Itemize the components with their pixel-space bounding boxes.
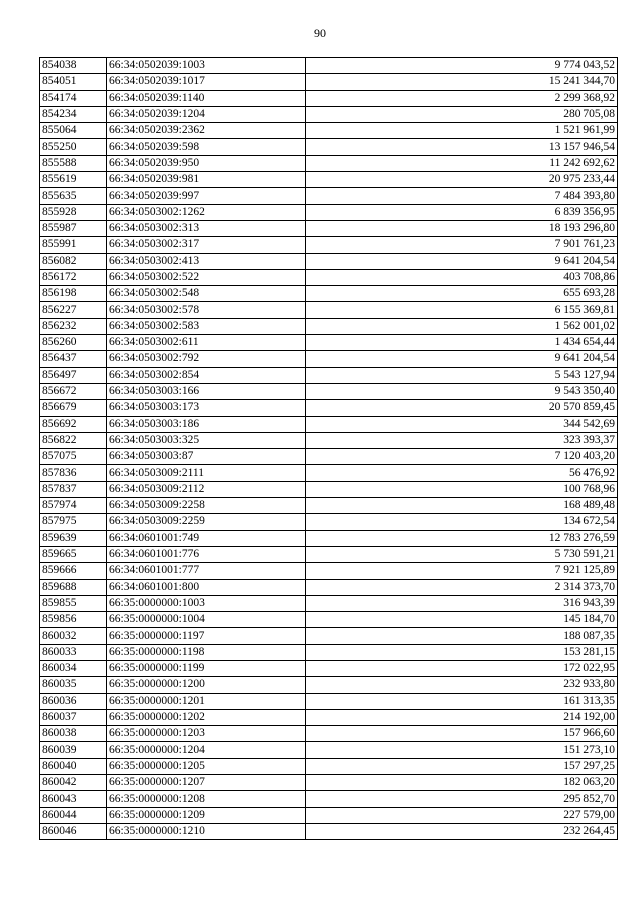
- row-number-cell: 857075: [40, 449, 107, 465]
- cadastral-number-cell: 66:35:0000000:1202: [107, 709, 306, 725]
- row-number-cell: 859665: [40, 546, 107, 562]
- row-number-cell: 854038: [40, 58, 107, 74]
- row-number-cell: 860032: [40, 628, 107, 644]
- table-row: [40, 579, 618, 595]
- cadastral-number-cell: 66:34:0502039:1003: [107, 58, 306, 74]
- cadastral-value-cell: 157 966,60: [306, 726, 618, 742]
- cadastral-value-cell: 134 672,54: [306, 514, 618, 530]
- cadastral-value-cell: 168 489,48: [306, 498, 618, 514]
- table-row: [40, 823, 618, 839]
- cadastral-value-cell: 153 281,15: [306, 644, 618, 660]
- table-row: [40, 106, 618, 122]
- table-row: [40, 791, 618, 807]
- cadastral-value-cell: 6 155 369,81: [306, 302, 618, 318]
- cadastral-number-cell: 66:34:0502039:598: [107, 139, 306, 155]
- table-row: [40, 253, 618, 269]
- cadastral-value-cell: 157 297,25: [306, 758, 618, 774]
- cadastral-number-cell: 66:34:0503002:854: [107, 367, 306, 383]
- cadastral-number-cell: 66:34:0503003:87: [107, 449, 306, 465]
- table-row: [40, 286, 618, 302]
- cadastral-value-cell: 1 562 001,02: [306, 318, 618, 334]
- table-row: [40, 465, 618, 481]
- cadastral-value-cell: 9 641 204,54: [306, 253, 618, 269]
- table-row: [40, 563, 618, 579]
- cadastral-number-cell: 66:34:0601001:776: [107, 546, 306, 562]
- cadastral-number-cell: 66:35:0000000:1204: [107, 742, 306, 758]
- table-row: [40, 204, 618, 220]
- table-row: [40, 709, 618, 725]
- cadastral-number-cell: 66:35:0000000:1197: [107, 628, 306, 644]
- cadastral-value-cell: 280 705,08: [306, 106, 618, 122]
- page-number: 90: [314, 26, 326, 40]
- row-number-cell: 854051: [40, 74, 107, 90]
- row-number-cell: 859688: [40, 579, 107, 595]
- cadastral-number-cell: 66:34:0503002:578: [107, 302, 306, 318]
- cadastral-value-cell: 2 299 368,92: [306, 90, 618, 106]
- row-number-cell: 856672: [40, 383, 107, 399]
- table-row: [40, 90, 618, 106]
- cadastral-number-cell: 66:34:0503002:548: [107, 286, 306, 302]
- cadastral-number-cell: 66:35:0000000:1198: [107, 644, 306, 660]
- table-row: [40, 383, 618, 399]
- table-row: [40, 530, 618, 546]
- cadastral-number-cell: 66:34:0503003:186: [107, 416, 306, 432]
- row-number-cell: 855987: [40, 220, 107, 236]
- cadastral-value-cell: 172 022,95: [306, 660, 618, 676]
- row-number-cell: 854234: [40, 106, 107, 122]
- table-row: [40, 269, 618, 285]
- table-row: [40, 449, 618, 465]
- cadastral-number-cell: 66:34:0503003:166: [107, 383, 306, 399]
- cadastral-number-cell: 66:34:0503003:325: [107, 432, 306, 448]
- cadastral-number-cell: 66:35:0000000:1200: [107, 677, 306, 693]
- cadastral-value-cell: 1 434 654,44: [306, 335, 618, 351]
- cadastral-number-cell: 66:34:0502039:1140: [107, 90, 306, 106]
- row-number-cell: 859666: [40, 563, 107, 579]
- table-row: [40, 742, 618, 758]
- row-number-cell: 856497: [40, 367, 107, 383]
- cadastral-number-cell: 66:35:0000000:1207: [107, 775, 306, 791]
- cadastral-number-cell: 66:34:0601001:749: [107, 530, 306, 546]
- cadastral-number-cell: 66:35:0000000:1208: [107, 791, 306, 807]
- cadastral-value-cell: 100 768,96: [306, 481, 618, 497]
- cadastral-number-cell: 66:34:0502039:1204: [107, 106, 306, 122]
- table-row: [40, 481, 618, 497]
- row-number-cell: 860043: [40, 791, 107, 807]
- table-row: [40, 758, 618, 774]
- cadastral-number-cell: 66:34:0502039:981: [107, 172, 306, 188]
- table-row: [40, 139, 618, 155]
- cadastral-number-cell: 66:34:0503002:522: [107, 269, 306, 285]
- cadastral-value-cell: 9 543 350,40: [306, 383, 618, 399]
- cadastral-number-cell: 66:34:0503002:317: [107, 237, 306, 253]
- cadastral-number-cell: 66:34:0503002:413: [107, 253, 306, 269]
- cadastral-value-cell: 18 193 296,80: [306, 220, 618, 236]
- table-row: [40, 237, 618, 253]
- cadastral-number-cell: 66:35:0000000:1003: [107, 595, 306, 611]
- table-row: [40, 514, 618, 530]
- row-number-cell: 857975: [40, 514, 107, 530]
- cadastral-value-cell: 6 839 356,95: [306, 204, 618, 220]
- cadastral-number-cell: 66:34:0503002:583: [107, 318, 306, 334]
- cadastral-number-cell: 66:35:0000000:1201: [107, 693, 306, 709]
- cadastral-number-cell: 66:34:0503002:1262: [107, 204, 306, 220]
- cadastral-value-cell: 655 693,28: [306, 286, 618, 302]
- cadastral-number-cell: 66:34:0601001:777: [107, 563, 306, 579]
- cadastral-number-cell: 66:34:0503009:2259: [107, 514, 306, 530]
- cadastral-value-cell: 11 242 692,62: [306, 155, 618, 171]
- table-row: [40, 318, 618, 334]
- table-row: [40, 432, 618, 448]
- row-number-cell: 857836: [40, 465, 107, 481]
- cadastral-number-cell: 66:34:0503003:173: [107, 400, 306, 416]
- cadastral-value-cell: 7 484 393,80: [306, 188, 618, 204]
- row-number-cell: 856692: [40, 416, 107, 432]
- row-number-cell: 860044: [40, 807, 107, 823]
- cadastral-number-cell: 66:35:0000000:1004: [107, 612, 306, 628]
- cadastral-number-cell: 66:34:0502039:950: [107, 155, 306, 171]
- table-row: [40, 123, 618, 139]
- table-row: [40, 498, 618, 514]
- cadastral-value-cell: 295 852,70: [306, 791, 618, 807]
- cadastral-value-cell: 20 570 859,45: [306, 400, 618, 416]
- cadastral-value-cell: 7 921 125,89: [306, 563, 618, 579]
- cadastral-number-cell: 66:35:0000000:1210: [107, 823, 306, 839]
- table-row: [40, 807, 618, 823]
- table-row: [40, 660, 618, 676]
- cadastral-number-cell: 66:34:0503009:2112: [107, 481, 306, 497]
- cadastral-number-cell: 66:34:0503009:2111: [107, 465, 306, 481]
- table-row: [40, 546, 618, 562]
- row-number-cell: 855619: [40, 172, 107, 188]
- cadastral-value-cell: 403 708,86: [306, 269, 618, 285]
- row-number-cell: 859856: [40, 612, 107, 628]
- row-number-cell: 860036: [40, 693, 107, 709]
- row-number-cell: 860037: [40, 709, 107, 725]
- table-row: [40, 644, 618, 660]
- row-number-cell: 857837: [40, 481, 107, 497]
- row-number-cell: 855635: [40, 188, 107, 204]
- row-number-cell: 856198: [40, 286, 107, 302]
- cadastral-number-cell: 66:34:0502039:997: [107, 188, 306, 204]
- cadastral-number-cell: 66:34:0601001:800: [107, 579, 306, 595]
- cadastral-number-cell: 66:34:0503009:2258: [107, 498, 306, 514]
- row-number-cell: 860035: [40, 677, 107, 693]
- row-number-cell: 860046: [40, 823, 107, 839]
- table-row: [40, 595, 618, 611]
- row-number-cell: 859639: [40, 530, 107, 546]
- cadastral-value-cell: 227 579,00: [306, 807, 618, 823]
- row-number-cell: 859855: [40, 595, 107, 611]
- table-row: [40, 74, 618, 90]
- row-number-cell: 860034: [40, 660, 107, 676]
- cadastral-value-cell: 5 543 127,94: [306, 367, 618, 383]
- table-row: [40, 775, 618, 791]
- row-number-cell: 860042: [40, 775, 107, 791]
- row-number-cell: 855991: [40, 237, 107, 253]
- table-row: [40, 400, 618, 416]
- cadastral-number-cell: 66:34:0502039:1017: [107, 74, 306, 90]
- cadastral-number-cell: 66:35:0000000:1205: [107, 758, 306, 774]
- cadastral-number-cell: 66:34:0503002:313: [107, 220, 306, 236]
- table-row: [40, 302, 618, 318]
- table-row: [40, 726, 618, 742]
- cadastral-value-cell: 56 476,92: [306, 465, 618, 481]
- cadastral-value-cell: 13 157 946,54: [306, 139, 618, 155]
- table-row: [40, 58, 618, 74]
- cadastral-number-cell: 66:35:0000000:1199: [107, 660, 306, 676]
- cadastral-number-cell: 66:34:0503002:611: [107, 335, 306, 351]
- table-row: [40, 172, 618, 188]
- cadastral-value-cell: 12 783 276,59: [306, 530, 618, 546]
- cadastral-value-cell: 9 774 043,52: [306, 58, 618, 74]
- table-row: [40, 367, 618, 383]
- row-number-cell: 855250: [40, 139, 107, 155]
- row-number-cell: 856082: [40, 253, 107, 269]
- cadastral-value-cell: 344 542,69: [306, 416, 618, 432]
- row-number-cell: 857974: [40, 498, 107, 514]
- cadastral-value-cell: 316 943,39: [306, 595, 618, 611]
- row-number-cell: 860040: [40, 758, 107, 774]
- cadastral-value-cell: 232 264,45: [306, 823, 618, 839]
- row-number-cell: 856822: [40, 432, 107, 448]
- cadastral-value-cell: 151 273,10: [306, 742, 618, 758]
- cadastral-value-cell: 20 975 233,44: [306, 172, 618, 188]
- cadastral-value-cell: 161 313,35: [306, 693, 618, 709]
- cadastral-value-cell: 323 393,37: [306, 432, 618, 448]
- row-number-cell: 860039: [40, 742, 107, 758]
- cadastral-value-cell: 5 730 591,21: [306, 546, 618, 562]
- table-body: [40, 58, 618, 840]
- row-number-cell: 856227: [40, 302, 107, 318]
- row-number-cell: 854174: [40, 90, 107, 106]
- cadastral-value-cell: 145 184,70: [306, 612, 618, 628]
- cadastral-value-table: [39, 57, 618, 840]
- cadastral-value-cell: 7 120 403,20: [306, 449, 618, 465]
- cadastral-number-cell: 66:35:0000000:1209: [107, 807, 306, 823]
- table-row: [40, 677, 618, 693]
- row-number-cell: 860033: [40, 644, 107, 660]
- cadastral-value-cell: 2 314 373,70: [306, 579, 618, 595]
- row-number-cell: 856172: [40, 269, 107, 285]
- row-number-cell: 855928: [40, 204, 107, 220]
- table-row: [40, 155, 618, 171]
- row-number-cell: 855064: [40, 123, 107, 139]
- table-row: [40, 416, 618, 432]
- cadastral-value-cell: 214 192,00: [306, 709, 618, 725]
- cadastral-value-cell: 188 087,35: [306, 628, 618, 644]
- cadastral-number-cell: 66:35:0000000:1203: [107, 726, 306, 742]
- row-number-cell: 855588: [40, 155, 107, 171]
- table-row: [40, 612, 618, 628]
- cadastral-value-cell: 1 521 961,99: [306, 123, 618, 139]
- cadastral-number-cell: 66:34:0502039:2362: [107, 123, 306, 139]
- cadastral-value-cell: 7 901 761,23: [306, 237, 618, 253]
- table-row: [40, 335, 618, 351]
- row-number-cell: 856679: [40, 400, 107, 416]
- row-number-cell: 860038: [40, 726, 107, 742]
- cadastral-number-cell: 66:34:0503002:792: [107, 351, 306, 367]
- table-row: [40, 351, 618, 367]
- cadastral-value-cell: 15 241 344,70: [306, 74, 618, 90]
- row-number-cell: 856232: [40, 318, 107, 334]
- row-number-cell: 856437: [40, 351, 107, 367]
- cadastral-value-cell: 9 641 204,54: [306, 351, 618, 367]
- table-row: [40, 220, 618, 236]
- table-row: [40, 693, 618, 709]
- cadastral-value-cell: 182 063,20: [306, 775, 618, 791]
- cadastral-value-cell: 232 933,80: [306, 677, 618, 693]
- table-row: [40, 628, 618, 644]
- row-number-cell: 856260: [40, 335, 107, 351]
- table-row: [40, 188, 618, 204]
